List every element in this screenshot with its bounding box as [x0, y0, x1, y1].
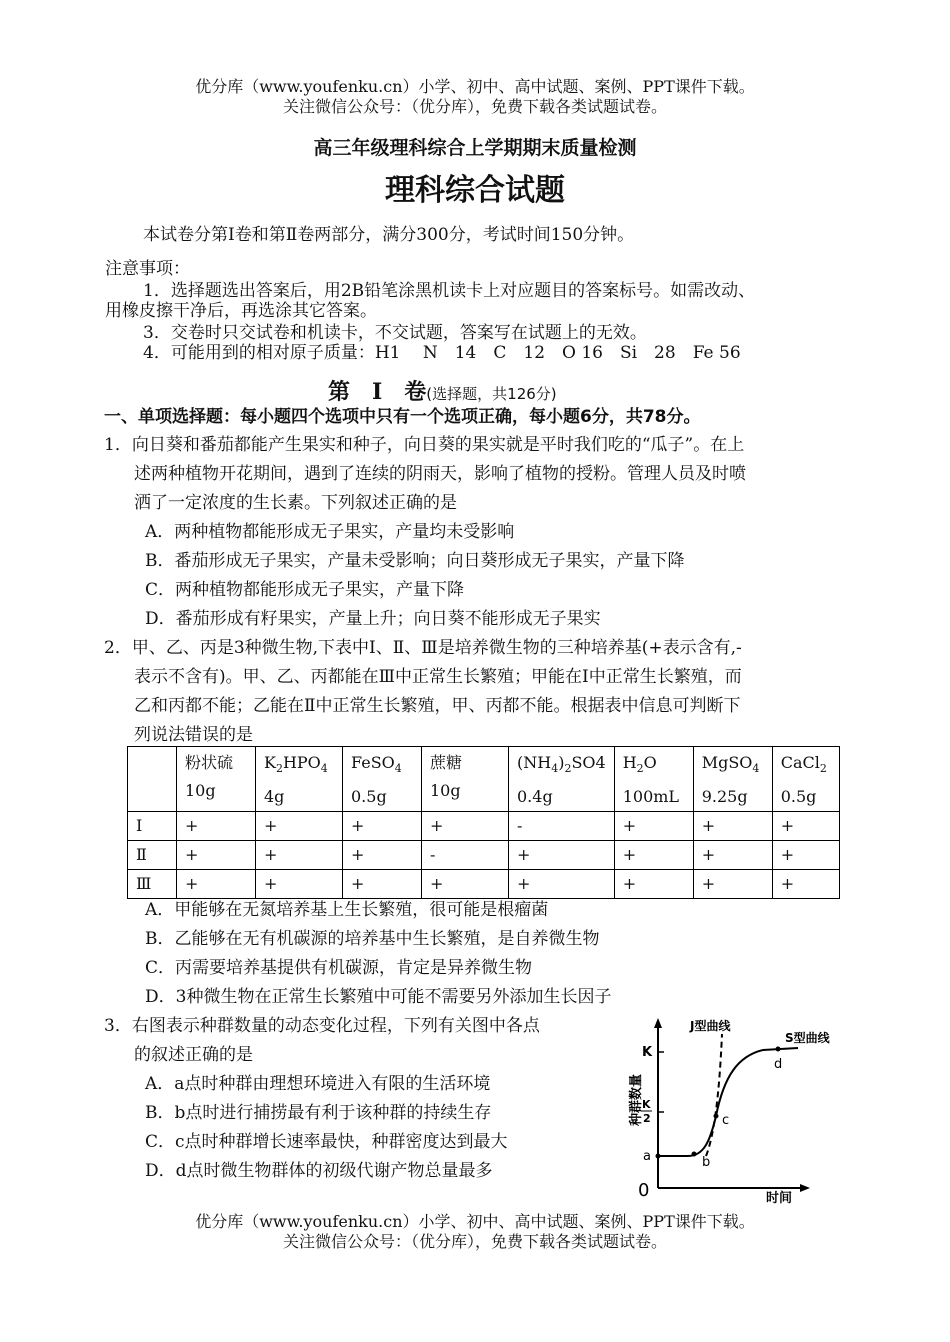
point-d — [776, 1047, 781, 1052]
table-cell: + — [772, 870, 839, 899]
table-cell: + — [422, 812, 509, 841]
j-curve — [706, 1034, 722, 1156]
point-c — [714, 1114, 719, 1119]
row-label: Ⅲ — [128, 870, 177, 899]
header-line-2: 关注微信公众号：（优分库），免费下载各类试题试卷。 — [282, 97, 667, 116]
notice-3: 3．交卷时只交试卷和机读卡，不交试题，答案写在试题上的无效。 — [143, 323, 647, 343]
table-header-cell: CaCl$_2$ 0.5g — [772, 747, 839, 812]
table-cell: + — [509, 841, 615, 870]
table-cell: + — [693, 870, 772, 899]
half-k-denominator: 2 — [643, 1112, 651, 1125]
y-axis-label: 种群数量 — [629, 1073, 644, 1126]
q3-option-d: D．d点时微生物群体的初级代谢产物总量最多 — [145, 1161, 493, 1181]
table-corner-cell — [128, 747, 177, 812]
q1-line-2: 述两种植物开花期间，遇到了连续的阴雨天，影响了植物的授粉。管理人员及时喷 — [134, 464, 746, 484]
q2-option-d: D．3种微生物在正常生长繁殖中可能不需要另外添加生长因子 — [145, 987, 612, 1007]
q1-line-3: 洒了一定浓度的生长素。下列叙述正确的是 — [134, 493, 457, 513]
table-cell: + — [693, 841, 772, 870]
population-growth-graph — [628, 1016, 874, 1206]
q2-line-2: 表示不含有)。甲、乙、丙都能在Ⅲ中正常生长繁殖；甲能在Ⅰ中正常生长繁殖，而 — [134, 667, 742, 687]
point-d-label: d — [774, 1057, 783, 1072]
x-axis-label: 时间 — [766, 1191, 793, 1206]
notice-title: 注意事项： — [105, 259, 190, 279]
x-axis-arrow — [800, 1184, 810, 1192]
table-header-cell: $K_2HPO_4$ 4g — [256, 747, 343, 812]
q1-option-d: D．番茄形成有籽果实，产量上升；向日葵不能形成无子果实 — [145, 609, 601, 629]
table-cell: + — [177, 812, 256, 841]
q2-option-b: B．乙能够在无有机碳源的培养基中生长繁殖，是自养微生物 — [145, 929, 600, 949]
notice-1a: 1．选择题选出答案后，用2B铅笔涂黑机读卡上对应题目的答案标号。如需改动、 — [143, 281, 756, 301]
q3-option-a: A．a点时种群由理想环境进入有限的生活环境 — [145, 1074, 491, 1094]
q1-line-1: 1．向日葵和番茄都能产生果实和种子，向日葵的果实就是平时我们吃的“瓜子”。在上 — [104, 435, 745, 455]
row-label: Ⅰ — [128, 812, 177, 841]
table-cell: + — [177, 870, 256, 899]
footer-line-2: 关注微信公众号：（优分库），免费下载各类试题试卷。 — [282, 1232, 667, 1251]
y-axis-arrow — [654, 1018, 662, 1028]
table-cell: + — [772, 812, 839, 841]
origin-label: 0 — [638, 1180, 650, 1201]
exam-title: 理科综合试题 — [385, 173, 565, 208]
header-line-1: 优分库（www.youfenku.cn）小学、初中、高中试题、案例、PPT课件下载。 — [195, 77, 755, 96]
half-k-numerator: K — [642, 1098, 651, 1111]
j-curve-label: J型曲线 — [690, 1019, 731, 1033]
table-row — [128, 812, 840, 841]
volume-title: 第 Ⅰ 卷 — [328, 379, 427, 405]
q3-line-2: 的叙述正确的是 — [134, 1045, 253, 1065]
table-header-row — [128, 747, 840, 812]
exam-subtitle: 高三年级理科综合上学期期末质量检测 — [313, 137, 637, 159]
table-cell: + — [343, 841, 422, 870]
culture-medium-table — [127, 746, 840, 899]
q1-option-a: A．两种植物都能形成无子果实，产量均未受影响 — [145, 522, 515, 542]
q2-option-a: A．甲能够在无氮培养基上生长繁殖，很可能是根瘤菌 — [145, 900, 549, 920]
table-header-cell: $H_2O$ 100mL — [614, 747, 693, 812]
point-c-label: c — [722, 1113, 730, 1128]
q3-option-b: B．b点时进行捕捞最有利于该种群的持续生存 — [145, 1103, 492, 1123]
q2-option-c: C．丙需要培养基提供有机碳源，肯定是异养微生物 — [145, 958, 533, 978]
table-cell: + — [343, 812, 422, 841]
table-cell: + — [422, 870, 509, 899]
table-header-cell: MgSO$_4$ 9.25g — [693, 747, 772, 812]
table-cell: - — [422, 841, 509, 870]
row-label: Ⅱ — [128, 841, 177, 870]
table-cell: + — [256, 870, 343, 899]
q1-option-c: C．两种植物都能形成无子果实，产量下降 — [145, 580, 465, 600]
table-row — [128, 841, 840, 870]
q2-line-1: 2．甲、乙、丙是3种微生物,下表中Ⅰ、Ⅱ、Ⅲ是培养微生物的三种培养基(+表示含有,- — [104, 638, 742, 658]
point-b — [692, 1152, 697, 1157]
table-cell: + — [614, 812, 693, 841]
q3-line-1: 3．右图表示种群数量的动态变化过程，下列有关图中各点 — [104, 1016, 540, 1036]
table-header-cell: $(NH_4)_2SO4$ 0.4g — [509, 747, 615, 812]
notice-4: 4．可能用到的相对原子质量：H1 N 14 C 12 O 16 Si 28 Fe 56 — [143, 343, 741, 363]
q1-option-b: B．番茄形成无子果实，产量未受影响；向日葵形成无子果实，产量下降 — [145, 551, 685, 571]
q3-option-c: C．c点时种群增长速率最快，种群密度达到最大 — [145, 1132, 508, 1152]
table-cell: + — [343, 870, 422, 899]
point-b-label: b — [702, 1155, 711, 1170]
table-cell: + — [177, 841, 256, 870]
volume-heading — [328, 378, 557, 408]
table-header-cell: 蔗糖 10g — [422, 747, 509, 812]
exam-intro: 本试卷分第Ⅰ卷和第Ⅱ卷两部分，满分300分，考试时间150分钟。 — [143, 225, 635, 245]
table-header-cell: 粉状硫 10g — [177, 747, 256, 812]
table-cell: + — [509, 870, 615, 899]
q2-line-4: 列说法错误的是 — [134, 725, 253, 745]
table-row — [128, 870, 840, 899]
table-cell: + — [256, 841, 343, 870]
footer-line-1: 优分库（www.youfenku.cn）小学、初中、高中试题、案例、PPT课件下载。 — [195, 1212, 755, 1231]
volume-note: (选择题，共126分) — [426, 385, 557, 403]
table-cell: - — [509, 812, 615, 841]
q2-line-3: 乙和丙都不能；乙能在Ⅱ中正常生长繁殖，甲、丙都不能。根据表中信息可判断下 — [134, 696, 741, 716]
table-header-cell: FeSO$_4$ 0.5g — [343, 747, 422, 812]
table-cell: + — [693, 812, 772, 841]
k-label: K — [642, 1045, 653, 1060]
table-cell: + — [772, 841, 839, 870]
table-cell: + — [256, 812, 343, 841]
section-heading: 一、单项选择题：每小题四个选项中只有一个选项正确，每小题6分，共78分。 — [104, 407, 701, 427]
point-a-label: a — [643, 1149, 651, 1164]
table-cell: + — [614, 841, 693, 870]
point-a — [656, 1154, 661, 1159]
notice-1b: 用橡皮擦干净后，再选涂其它答案。 — [105, 301, 377, 321]
s-curve-label: S型曲线 — [785, 1031, 830, 1045]
table-cell: + — [614, 870, 693, 899]
